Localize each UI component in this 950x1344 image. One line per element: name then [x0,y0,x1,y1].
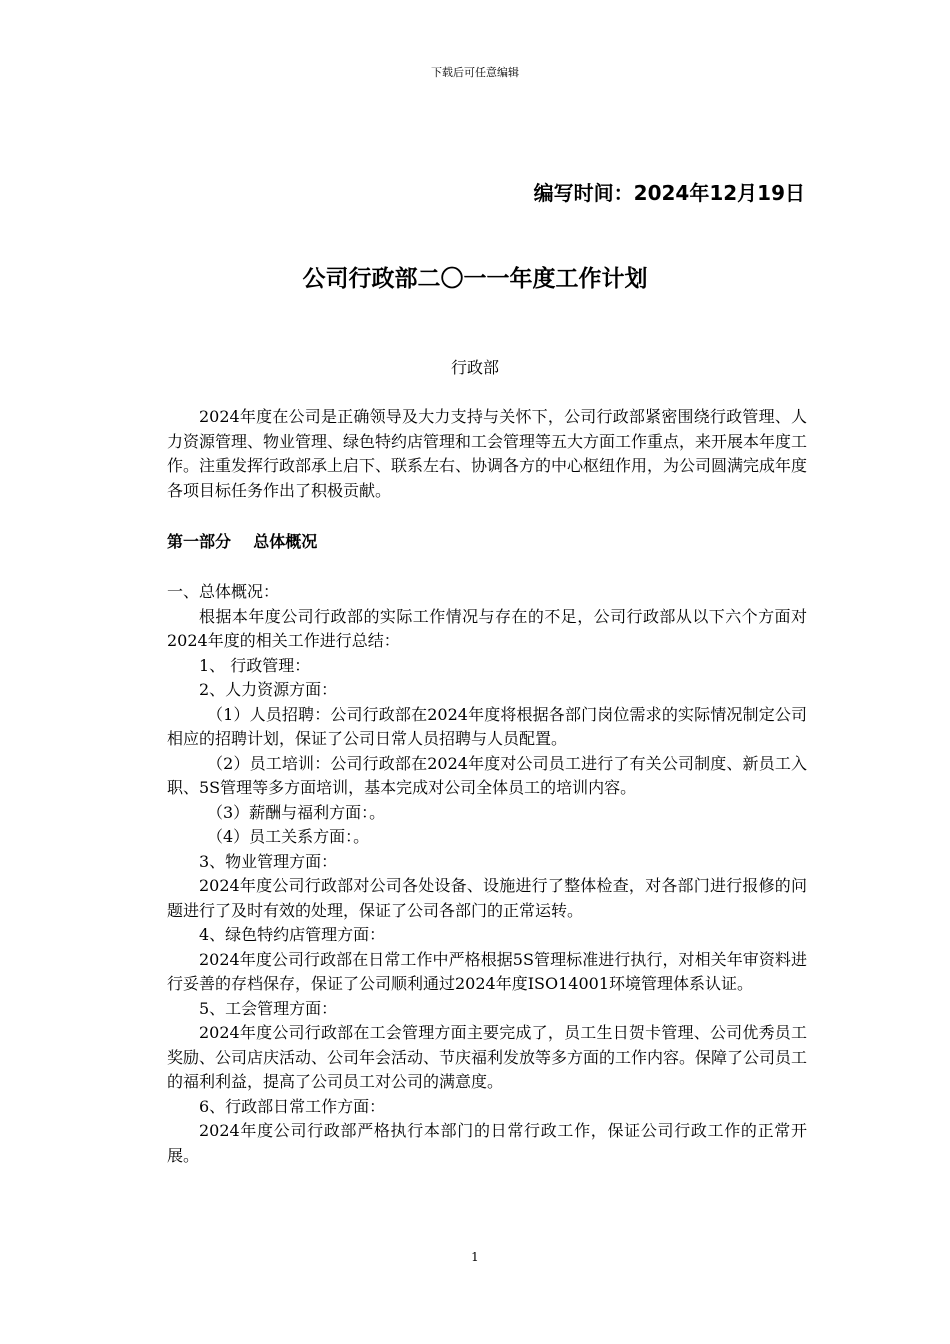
intro-section [167,405,807,503]
item-paragraph-6: 2024年度公司行政部严格执行本部门的日常行政工作，保证公司行政工作的正常开展。 [167,1121,807,1165]
subitem-2-2: （2）员工培训：公司行政部在2024年度对公司员工进行了有关公司制度、新员工入职、5S管理等多方面培训，基本完成对公司全体员工的培训内容。 [167,753,807,797]
item-heading-4: 4、绿色特约店管理方面： [199,925,386,944]
subitem-2-4: （4）员工关系方面：。 [207,827,370,846]
item-heading-6: 6、行政部日常工作方面： [199,1096,386,1116]
item-paragraph-3: 2024年度公司行政部对公司各处设备、设施进行了整体检查，对各部门进行报修的问题进行了及时有效的处理，保证了公司各部门的正常运转。 [167,876,807,920]
item-paragraph-4: 2024年度公司行政部在日常工作中严格根据5S管理标准进行执行，对相关年审资料进行妥善的存档保存，保证了公司顺利通过2024年度ISO14001环境管理体系认证。 [167,949,807,993]
overview-content [167,580,807,1168]
document-title: 公司行政部二〇一一年度工作计划 [302,266,648,292]
subitem-2-3: （3）薪酬与福利方面：。 [207,802,386,822]
item-heading-1: 1、 行政管理： [199,655,311,675]
date-line: 编写时间：2024年12月19日 [533,181,805,205]
page-number: 1 [471,1250,479,1264]
overview-paragraph: 根据本年度公司行政部的实际工作情况与存在的不足，公司行政部从以下六个方面对2024年度的相关工作进行总结： [167,606,807,650]
subitem-2-1: （1）人员招聘：公司行政部在2024年度将根据各部门岗位需求的实际情况制定公司相应的招聘计划，保证了公司日常人员招聘与人员配置。 [167,704,807,748]
header-note: 下载后可任意编辑 [431,66,519,79]
item-heading-3: 3、物业管理方面： [199,851,338,871]
section-heading: 第一部分 总体概况 [167,532,318,551]
item-paragraph-5: 2024年度公司行政部在工会管理方面主要完成了，员工生日贺卡管理、公司优秀员工奖励、公司店庆活动、公司年会活动、节庆福利发放等多方面的工作内容。保障了公司员工的福利利益，提高了公司员工对公司的满意度。 [167,1023,808,1091]
item-heading-5: 5、工会管理方面： [199,998,338,1018]
department-name: 行政部 [450,358,499,377]
overview-label: 一、总体概况： [167,582,280,601]
item-heading-2: 2、人力资源方面： [199,680,338,699]
intro-paragraph: 2024年度在公司是正确领导及大力支持与关怀下，公司行政部紧密围绕行政管理、人力资源管理、物业管理、绿色特约店管理和工会管理等五大方面工作重点，来开展本年度工作。注重发挥行政部承上启下、联系左右、协调各方的中心枢纽作用，为公司圆满完成年度各项目标任务作出了积极贡献。 [167,407,808,500]
